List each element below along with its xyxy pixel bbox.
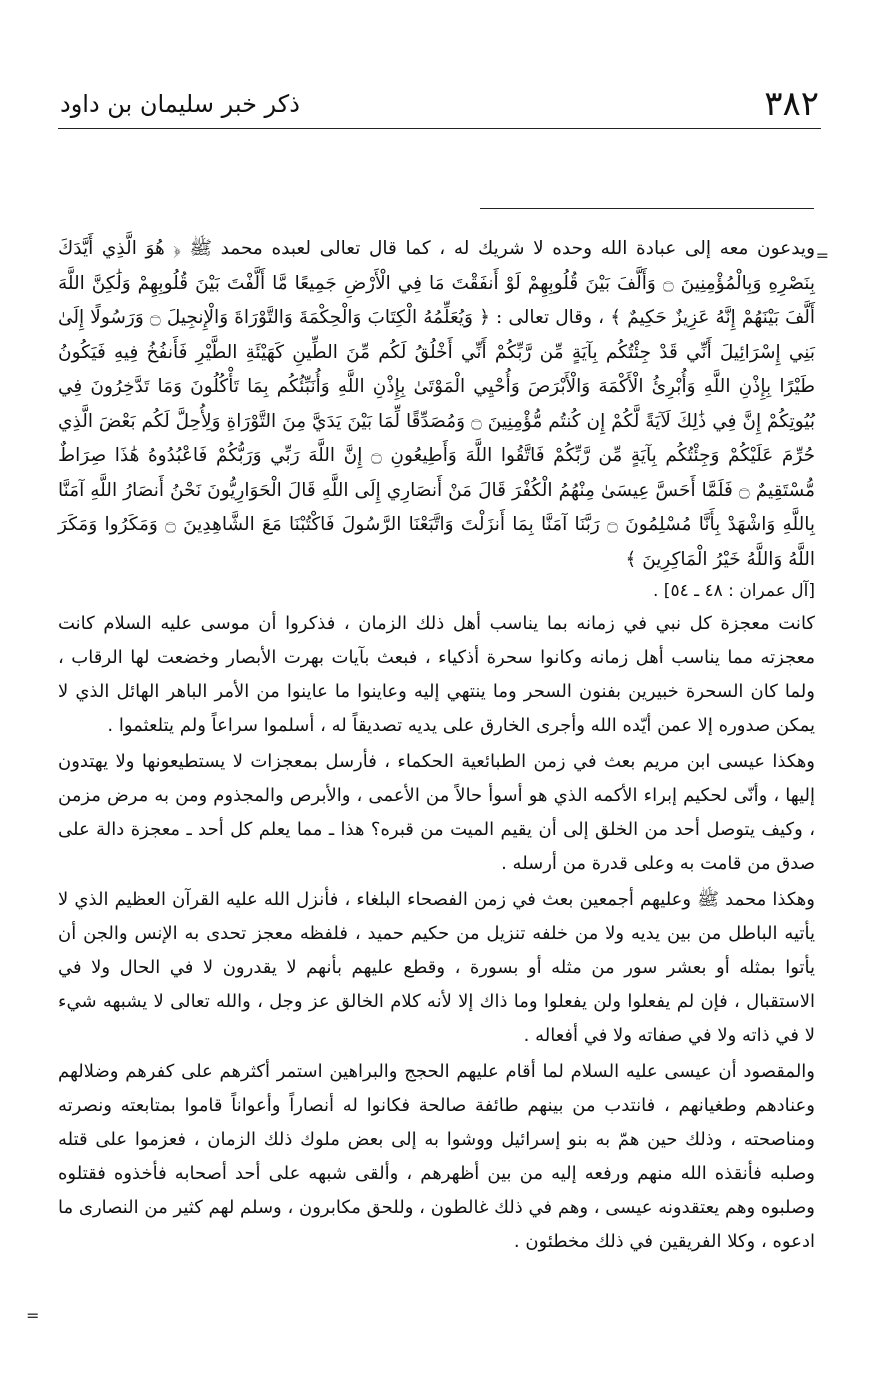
quran-citation: [آل عمران : ٤٨ ـ ٥٤] . bbox=[653, 581, 815, 601]
paragraph-2: وهكذا عيسى ابن مريم بعث في زمن الطبائعية الحكماء ، فأرسل بمعجزات لا يستطيعونها ولا يهتدون إليها ، وأنّى لحكيم إبراء الأكمه الذي هو أسوأ حالاً من الأعمى ، والأبرص والمجذوم ومن به مرض مزمن ، وكيف يتوصل أحد من الخلق إلى أن يقيم الميت من قبره؟ هذا ـ مما يعلم كل أحد ـ معجزة دالة على صدق من قامت به وعلى قدرة من أرسله . bbox=[58, 751, 815, 874]
margin-mark-top: = bbox=[815, 246, 829, 265]
paragraph-4: والمقصود أن عيسى عليه السلام لما أقام عليهم الحجج والبراهين استمر أكثرهم على كفرهم وضلالهم وعنادهم وطغيانهم ، فانتدب من بينهم طائفة صالحة فكانوا له أنصاراً وأعواناً قاموا بمتابعته ونصرته ومناصحته ، وذلك حين همّ به بنو إسرائيل ووشوا به إلى بعض ملوك ذلك الزمان ، فعزموا على قتله وصلبه فأنقذه الله منهم ورفعه إليه من بين أظهرهم ، وألقى شبهه على أحد أصحابه فأخذوه فقتلوه وصلبوه وهم يعتقدونه عيسى ، وهم في ذلك غالطون ، وللحق مكابرون ، وسلم لهم كثير من النصارى ما ادعوه ، وكلا الفريقين في ذلك مخطئون . bbox=[58, 1061, 815, 1252]
page-header bbox=[60, 84, 819, 124]
quran-intro: ويدعون معه إلى عبادة الله وحده لا شريك له ، كما قال تعالى لعبده محمد ﷺ bbox=[189, 238, 816, 259]
page-body bbox=[58, 232, 815, 1261]
paragraph-1: كانت معجزة كل نبي في زمانه بما يناسب أهل ذلك الزمان ، فذكروا أن موسى عليه السلام كانت معجزته مما يناسب أهل زمانه وكانوا سحرة أذكياء ، فبعث بآيات بهرت الأبصار وخضعت لها الرقاب ، ولما كان السحرة خبيرين بفنون السحر وما ينتهي إليه وعاينوا ما عاينوا من الأمر الباهر الهائل الذي لا يمكن صدوره إلا عمن أيّده الله وأجرى الخارق على يديه تصديقاً له ، أسلموا سراعاً ولم يتلعثموا . bbox=[58, 613, 815, 736]
quran-verse-1: ﴿ هُوَ الَّذِي أَيَّدَكَ بِنَصْرِهِ وَبِالْمُؤْمِنِينَ ۝ وَأَلَّفَ بَيْنَ قُلُوبِهِمْ لَوْ أَنفَقْتَ مَا فِي الْأَرْضِ جَمِيعًا مَّا أَلَّفْتَ بَيْنَ قُلُوبِهِمْ وَلَٰكِنَّ اللَّهَ أَلَّفَ بَيْنَهُمْ إِنَّهُ عَزِيزٌ حَكِيمٌ ﴾ bbox=[58, 238, 816, 328]
page-number: ٣٨٢ bbox=[764, 84, 819, 124]
quran-passage bbox=[58, 232, 815, 577]
margin-mark-bottom: = bbox=[26, 1306, 40, 1325]
running-title: ذكر خبر سليمان بن داود bbox=[60, 90, 300, 118]
header-rule bbox=[58, 128, 821, 129]
paragraph-3: وهكذا محمد ﷺ وعليهم أجمعين بعث في زمن الفصحاء البلغاء ، فأنزل الله عليه القرآن العظيم الذي لا يأتيه الباطل من بين يديه ولا من خلفه تنزيل من حكيم حميد ، فلفظه معجز تحدى به الإنس والجن أن يأتوا بمثله أو بعشر سور من مثله أو بسورة ، وقطع عليهم بأنهم لا يقدرون لا في الحال ولا في الاستقبال ، فإن لم يفعلوا ولن يفعلوا وما ذاك إلا لأنه كلام الخالق عز وجل ، والله تعالى لا يشبهه شيء لا في ذاته ولا في صفاته ولا في أفعاله . bbox=[58, 889, 815, 1046]
quran-verse-2: ﴿ وَيُعَلِّمُهُ الْكِتَابَ وَالْحِكْمَةَ وَالتَّوْرَاةَ وَالْإِنجِيلَ ۝ وَرَسُولًا إِلَىٰ بَنِي إِسْرَائِيلَ أَنِّي قَدْ جِئْتُكُم بِآيَةٍ مِّن رَّبِّكُمْ أَنِّي أَخْلُقُ لَكُم مِّنَ الطِّينِ كَهَيْئَةِ الطَّيْرِ فَأَنفُخُ فِيهِ فَيَكُونُ طَيْرًا بِإِذْنِ اللَّهِ وَأُبْرِئُ الْأَكْمَهَ وَالْأَبْرَصَ وَأُحْيِي الْمَوْتَىٰ بِإِذْنِ اللَّهِ وَأُنَبِّئُكُم بِمَا تَأْكُلُونَ وَمَا تَدَّخِرُونَ فِي بُيُوتِكُمْ إِنَّ فِي ذَٰلِكَ لَآيَةً لَّكُمْ إِن كُنتُم مُّؤْمِنِينَ ۝ وَمُصَدِّقًا لِّمَا بَيْنَ يَدَيَّ مِنَ التَّوْرَاةِ وَلِأُحِلَّ لَكُم بَعْضَ الَّذِي حُرِّمَ عَلَيْكُمْ وَجِئْتُكُم بِآيَةٍ مِّن رَّبِّكُمْ فَاتَّقُوا اللَّهَ وَأَطِيعُونِ ۝ إِنَّ اللَّهَ رَبِّي وَرَبُّكُمْ فَاعْبُدُوهُ هَٰذَا صِرَاطٌ مُّسْتَقِيمٌ ۝ فَلَمَّا أَحَسَّ عِيسَىٰ مِنْهُمُ الْكُفْرَ قَالَ مَنْ أَنصَارِي إِلَى اللَّهِ قَالَ الْحَوَارِيُّونَ نَحْنُ أَنصَارُ اللَّهِ آمَنَّا بِاللَّهِ وَاشْهَدْ بِأَنَّا مُسْلِمُونَ ۝ رَبَّنَا آمَنَّا بِمَا أَنزَلْتَ وَاتَّبَعْنَا الرَّسُولَ فَاكْتُبْنَا مَعَ الشَّاهِدِينَ ۝ وَمَكَرُوا وَمَكَرَ اللَّهُ وَاللَّهُ خَيْرُ الْمَاكِرِينَ ﴾ bbox=[58, 307, 816, 570]
quran-connector: ، وقال تعالى : bbox=[496, 307, 605, 328]
section-rule bbox=[480, 208, 814, 209]
